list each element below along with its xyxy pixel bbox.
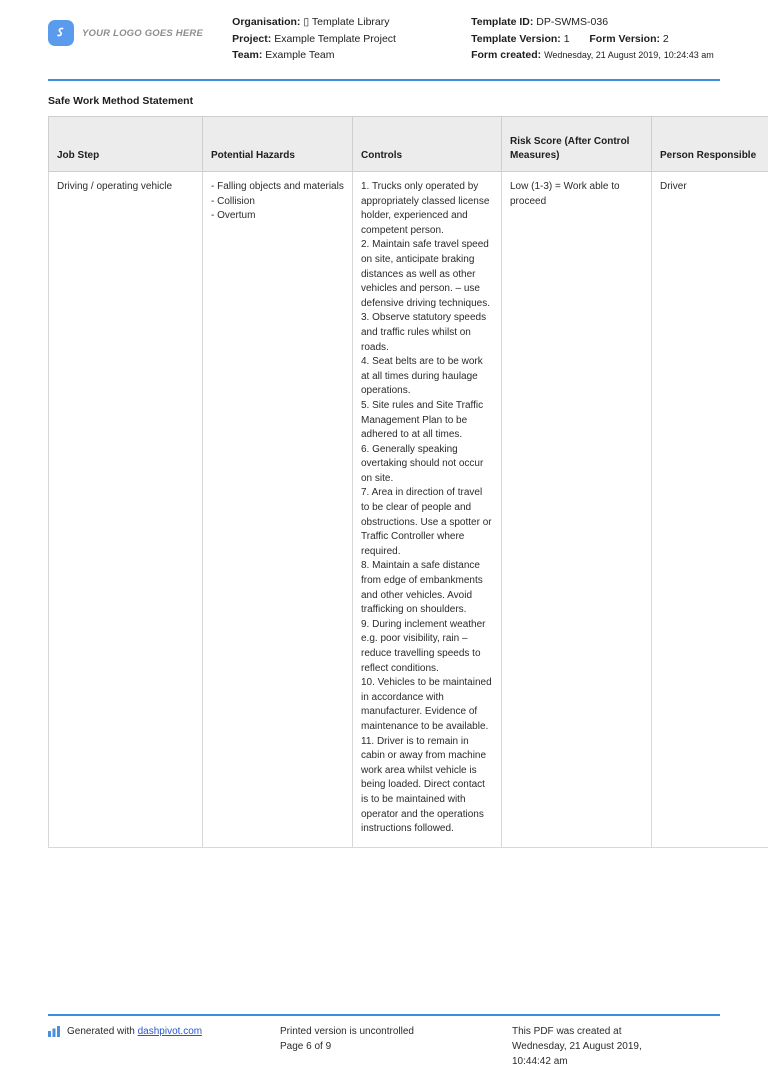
logo-block xyxy=(48,14,232,46)
column-header-controls: Controls xyxy=(353,117,502,172)
meta-template-id-value: DP-SWMS-036 xyxy=(536,16,609,28)
meta-form-version-value: 2 xyxy=(662,32,669,45)
footer-divider-rule xyxy=(48,1014,720,1016)
control-item: 5. Site rules and Site Traffic Management Plan to be adhered to at all times. xyxy=(361,399,484,441)
person-responsible-text: Driver xyxy=(660,181,687,192)
meta-template-id xyxy=(471,14,720,31)
footer-page-number: Page 6 of 9 xyxy=(280,1041,332,1052)
meta-form-version-label: Form Version: xyxy=(589,32,660,45)
control-item: 9. During inclement weather e.g. poor visibility, rain – reduce travelling speeds to reflect conditions. xyxy=(361,618,486,674)
meta-project-label: Project: xyxy=(232,32,272,45)
table-header-row xyxy=(49,117,768,172)
document-footer xyxy=(48,1024,720,1069)
hazard-item: - Collision xyxy=(211,195,255,207)
cell-controls xyxy=(353,172,502,848)
footer-pdf-created-block xyxy=(512,1024,720,1069)
footer-pdf-created-date: Wednesday, 21 August 2019, xyxy=(512,1041,642,1052)
meta-template-id-label: Template ID: xyxy=(471,16,534,28)
footer-pdf-created-time: 10:44:42 am xyxy=(512,1056,568,1067)
swms-table xyxy=(48,116,768,848)
header-meta-left xyxy=(232,14,471,64)
control-item: 3. Observe statutory speeds and traffic rules whilst on roads. xyxy=(361,312,487,353)
meta-organisation-glyph: ▯ xyxy=(303,16,310,28)
hazard-item: - Overtum xyxy=(211,210,256,222)
document-header xyxy=(48,14,720,64)
meta-form-created-value: Wednesday, 21 August 2019, xyxy=(544,50,661,60)
column-header-risk-score: Risk Score (After Control Measures) xyxy=(502,117,652,172)
meta-versions xyxy=(471,31,720,48)
meta-form-created-time: 10:24:43 am xyxy=(663,50,714,60)
footer-pdf-created-label: This PDF was created at xyxy=(512,1026,622,1037)
cell-person-responsible xyxy=(652,172,768,848)
meta-template-version-value: 1 xyxy=(563,32,570,45)
footer-generated-text xyxy=(67,1024,202,1039)
cell-risk-score xyxy=(502,172,652,848)
dashpivot-link[interactable]: dashpivot.com xyxy=(137,1026,203,1037)
column-header-potential-hazards: Potential Hazards xyxy=(203,117,353,172)
control-item: 7. Area in direction of travel to be clear of people and obstructions. Use a spotter or Traffic Controller where required. xyxy=(361,487,492,557)
logo-swirl-icon xyxy=(48,20,74,46)
meta-organisation-value: Template Library xyxy=(311,16,390,28)
meta-form-created xyxy=(471,47,720,64)
page-title: Safe Work Method Statement xyxy=(48,95,194,107)
column-header-job-step: Job Step xyxy=(49,117,203,172)
hazard-item: - Falling objects and materials xyxy=(211,181,344,192)
meta-organisation-label: Organisation: xyxy=(232,16,301,28)
job-step-text: Driving / operating vehicle xyxy=(57,181,173,192)
column-header-person-responsible: Person Responsible xyxy=(652,117,768,172)
meta-project xyxy=(232,31,471,48)
footer-generated-block xyxy=(48,1024,280,1039)
control-item: 2. Maintain safe travel speed on site, anticipate braking distances as well as other vehicles and person. – use defensive driving techniques. xyxy=(361,239,490,309)
control-item: 10. Vehicles to be maintained in accordance with manufacturer. Evidence of maintenance to be available. xyxy=(361,677,492,732)
table-head xyxy=(49,117,768,172)
meta-form-created-label: Form created: xyxy=(471,49,542,61)
meta-team xyxy=(232,47,471,64)
table-row xyxy=(49,172,768,848)
swms-table-wrapper xyxy=(48,116,757,848)
cell-job-step xyxy=(49,172,203,848)
cell-potential-hazards xyxy=(203,172,353,848)
meta-template-version-label: Template Version: xyxy=(471,32,561,45)
control-item: 11. Driver is to remain in cabin or away from machine work area whilst vehicle is being loaded. Direct contact is to be maintained with operator and the operations instructions followed. xyxy=(361,735,487,835)
meta-project-value: Example Template Project xyxy=(274,32,396,45)
footer-print-notice: Printed version is uncontrolled xyxy=(280,1026,414,1037)
control-item: 8. Maintain a safe distance from edge of embankments and other vehicles. Avoid trafficking on shoulders. xyxy=(361,560,483,616)
risk-score-text: Low (1-3) = Work able to proceed xyxy=(510,181,620,207)
meta-organisation xyxy=(232,14,471,31)
logo-placeholder-text: YOUR LOGO GOES HERE xyxy=(82,27,203,39)
header-divider-rule xyxy=(48,79,720,81)
footer-generated-prefix: Generated with xyxy=(67,1026,138,1037)
bar-chart-icon xyxy=(48,1026,61,1037)
meta-team-label: Team: xyxy=(232,49,263,61)
control-item: 6. Generally speaking overtaking should not occur on site. xyxy=(361,443,484,484)
control-item: 1. Trucks only operated by appropriately classed license holder, experienced and competent person. xyxy=(361,181,490,236)
meta-team-value: Example Team xyxy=(265,49,335,61)
control-item: 4. Seat belts are to be work at all times during haulage operations. xyxy=(361,356,483,397)
table-body xyxy=(49,172,768,848)
header-meta-right xyxy=(471,14,720,64)
footer-print-block xyxy=(280,1024,512,1054)
